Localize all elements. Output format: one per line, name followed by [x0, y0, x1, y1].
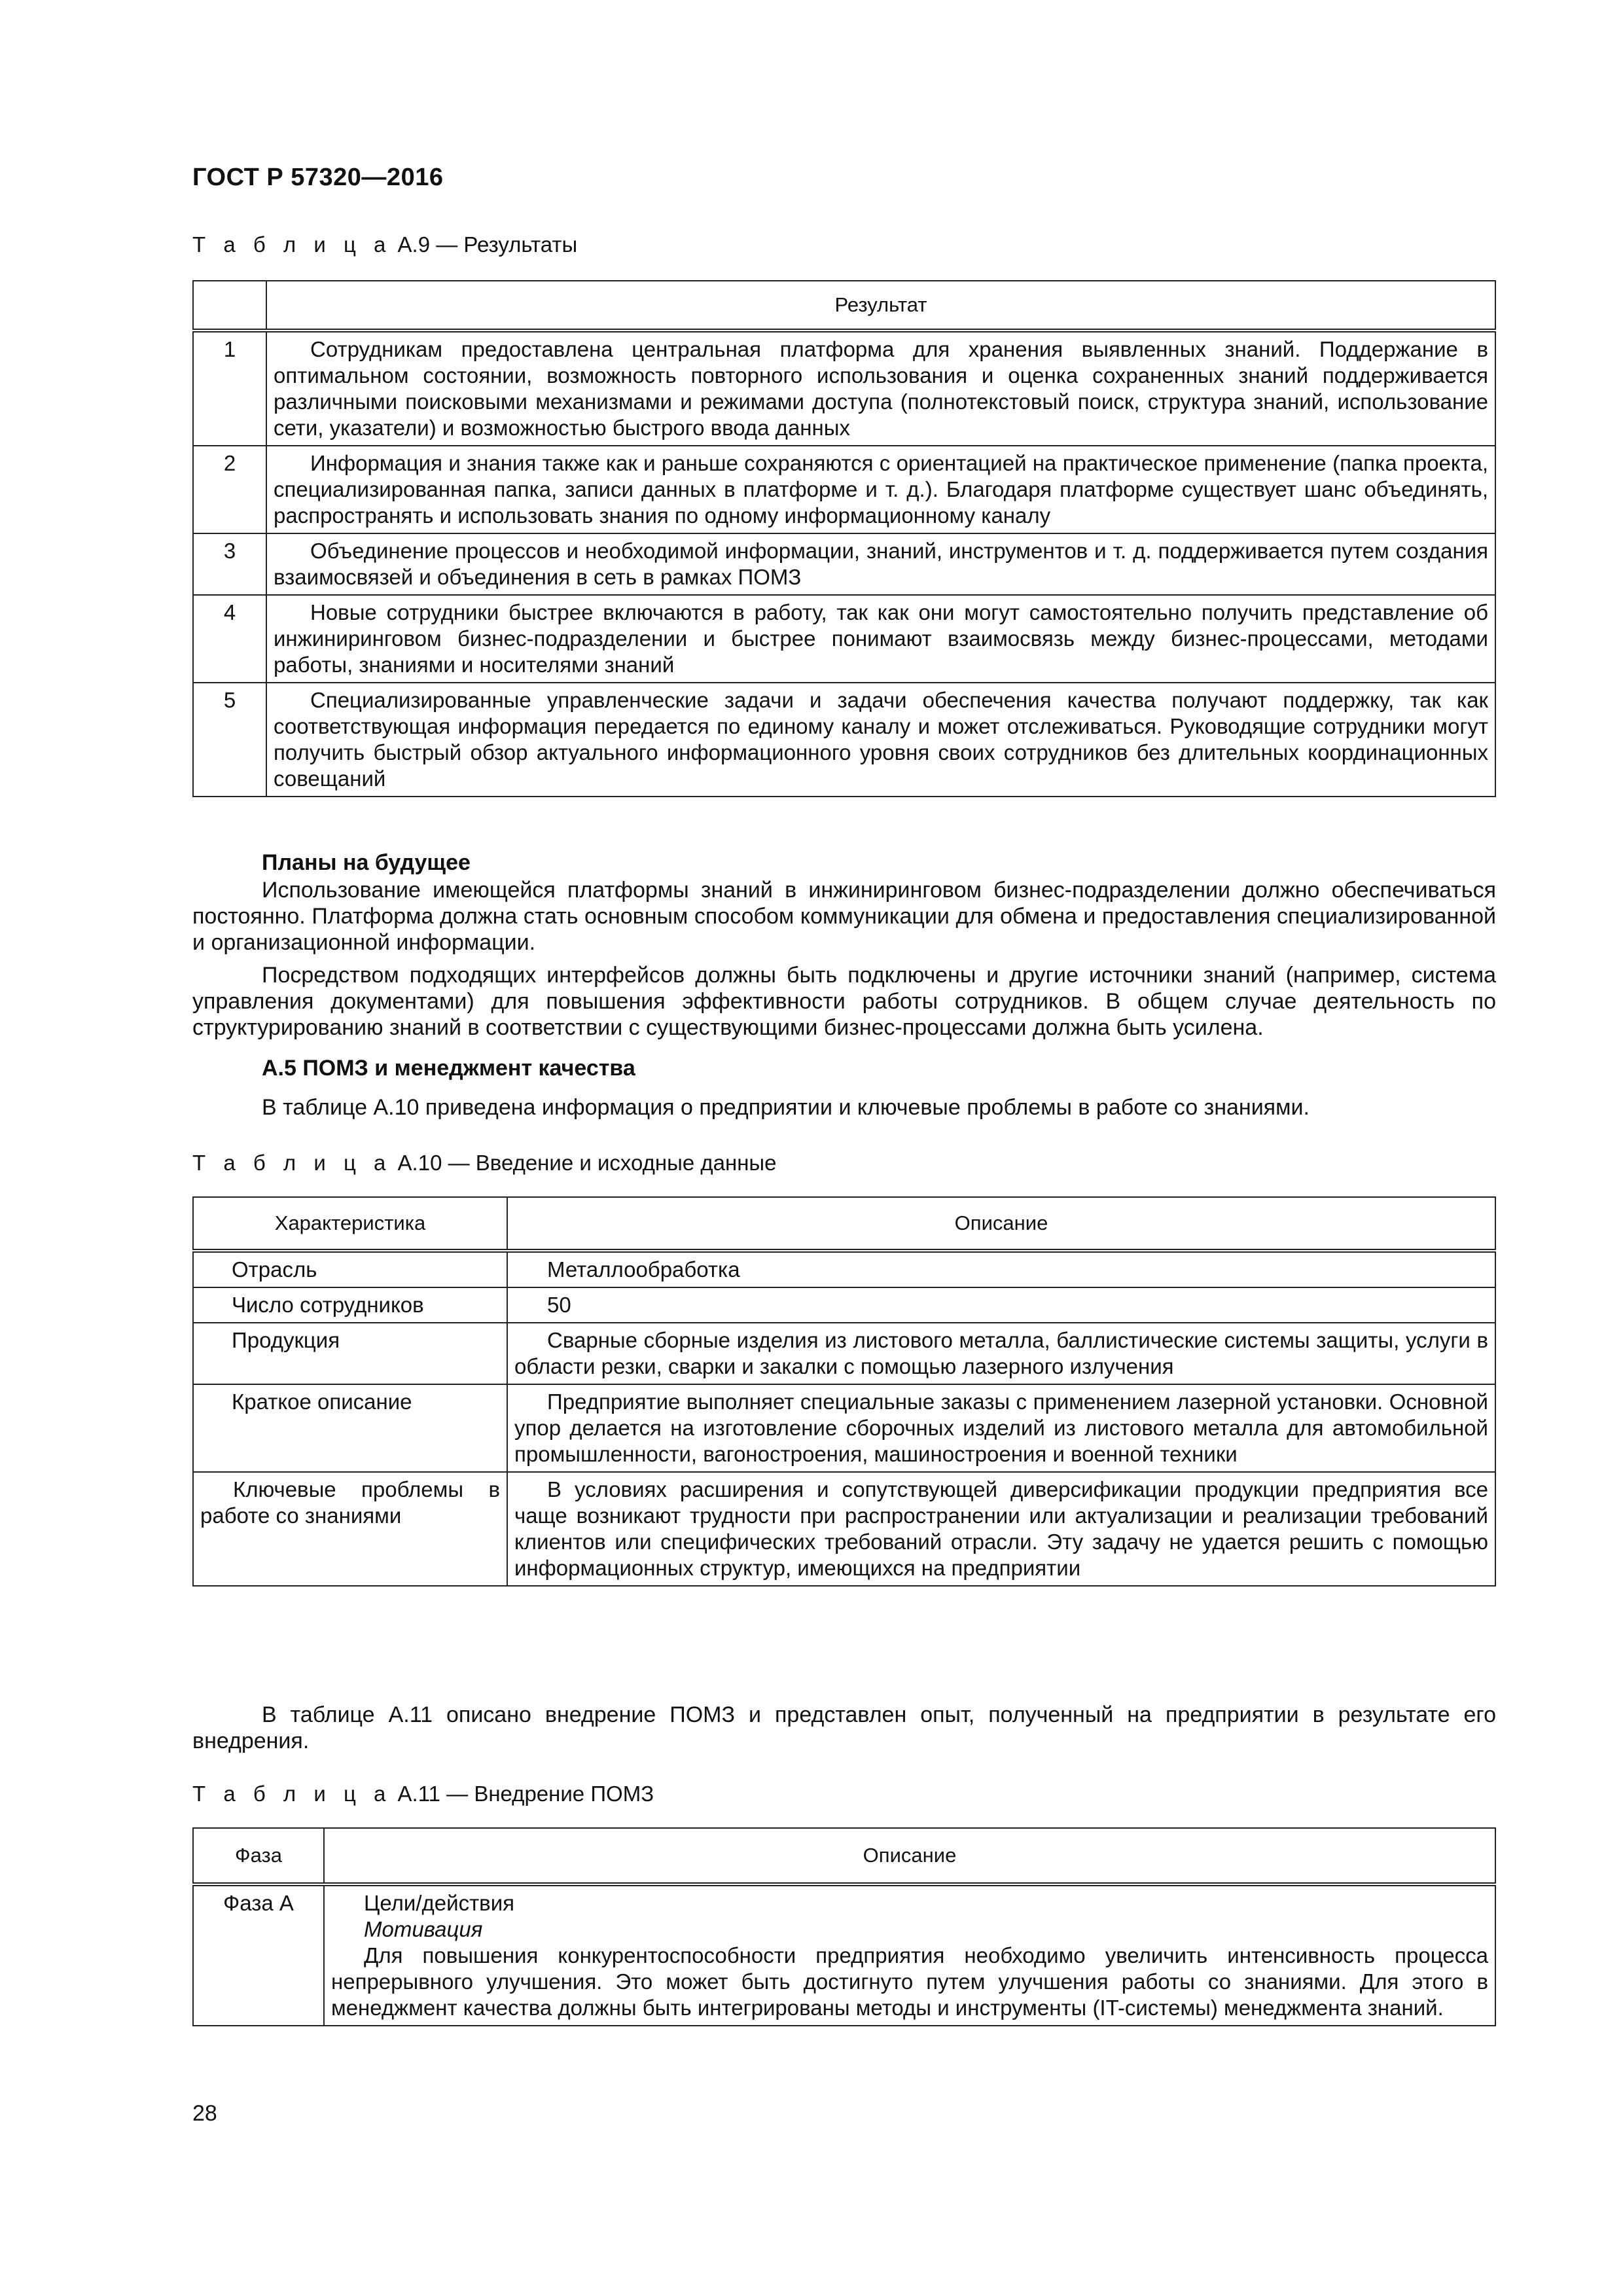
row-value: Предприятие выполняет специальные заказы с применением лазерной установки. Основной упор делается на изготовление сборочных изделий из листового металла для автомобильной промышленности, вагоностроения, машиностроения и военной техники — [507, 1384, 1495, 1472]
row-number: 1 — [193, 331, 266, 446]
table-row — [193, 1323, 1495, 1384]
table-a10-caption — [192, 1151, 777, 1175]
phase-cell: Фаза А — [193, 1884, 324, 2026]
table-header-result: Результат — [266, 281, 1495, 331]
table-row — [193, 683, 1495, 797]
row-number: 5 — [193, 683, 266, 797]
table-header-description: Описание — [324, 1828, 1495, 1884]
table-header-empty — [193, 281, 266, 331]
row-key: Продукция — [193, 1323, 507, 1384]
table-a10 — [192, 1196, 1496, 1587]
row-number: 4 — [193, 595, 266, 683]
caption-prefix: Т а б л и ц а — [192, 232, 392, 257]
table-header-phase: Фаза — [193, 1828, 324, 1884]
row-value: Металлообработка — [507, 1251, 1495, 1287]
row-key: Краткое описание — [193, 1384, 507, 1472]
table-row — [193, 1884, 1495, 2026]
table-row — [193, 1384, 1495, 1472]
table-a9 — [192, 280, 1496, 797]
future-heading: Планы на будущее — [262, 850, 471, 875]
page-number: 28 — [192, 2101, 217, 2126]
row-text: Объединение процессов и необходимой информации, знаний, инструментов и т. д. поддерживается путем создания взаимосвязей и объединения в сеть в рамках ПОМЗ — [266, 533, 1495, 595]
row-value: 50 — [507, 1287, 1495, 1323]
row-text: Новые сотрудники быстрее включаются в работу, так как они могут самостоятельно получить представление об инжиниринговом бизнес-подразделении и быстрее понимают взаимосвязь между бизнес-процессами, методами работы, знаниями и носителями знаний — [266, 595, 1495, 683]
table-row — [193, 595, 1495, 683]
section-a5-intro: В таблице А.10 приведена информация о предприятии и ключевые проблемы в работе со знаниями. — [262, 1095, 1310, 1120]
row-value: Сварные сборные изделия из листового металла, баллистические системы защиты, услуги в области резки, сварки и закалки с помощью лазерного излучения — [507, 1323, 1495, 1384]
row-key: Отрасль — [193, 1251, 507, 1287]
section-a5-heading: А.5 ПОМЗ и менеджмент качества — [262, 1056, 635, 1081]
row-text: Информация и знания также как и раньше сохраняются с ориентацией на практическое применение (папка проекта, специализированная папка, записи данных в платформе и т. д.). Благодаря платформе существует шанс объединять, распространять и использовать знания по одному информационному каналу — [266, 446, 1495, 533]
row-text: Сотрудникам предоставлена центральная платформа для хранения выявленных знаний. Поддержание в оптимальном состоянии, возможность повторного использования и оценка сохраненных знаний поддерживается различными поисковыми механизмами и режимами доступа (полнотекстовый поиск, структура знаний, использование сети, указатели) и возможностью быстрого ввода данных — [266, 331, 1495, 446]
table-row — [193, 533, 1495, 595]
table-row — [193, 446, 1495, 533]
row-text: Специализированные управленческие задачи и задачи обеспечения качества получают поддержку, так как соответствующая информация передается по единому каналу и может отслеживаться. Руководящие сотрудники могут получить быстрый обзор актуального информационного уровня своих сотрудников без длительных координационных совещаний — [266, 683, 1495, 797]
caption-rest: А.9 — Результаты — [397, 232, 578, 257]
caption-rest: А.10 — Введение и исходные данные — [397, 1151, 777, 1175]
row-number: 3 — [193, 533, 266, 595]
table-a11-caption — [192, 1782, 654, 1806]
table-a11 — [192, 1827, 1496, 2026]
caption-rest: А.11 — Внедрение ПОМЗ — [397, 1782, 654, 1806]
motivation-label: Мотивация — [364, 1917, 483, 1941]
table-a9-caption — [192, 232, 577, 257]
goals-label: Цели/действия — [364, 1891, 515, 1915]
row-key: Ключевые проблемы в работе со знаниями — [193, 1472, 507, 1586]
row-key: Число сотрудников — [193, 1287, 507, 1323]
row-number: 2 — [193, 446, 266, 533]
phase-description — [324, 1884, 1495, 2026]
standard-header: ГОСТ Р 57320—2016 — [192, 164, 444, 191]
table-row — [193, 1287, 1495, 1323]
table-header-description: Описание — [507, 1197, 1495, 1251]
table-header-characteristic: Характеристика — [193, 1197, 507, 1251]
table-a11-intro: В таблице А.11 описано внедрение ПОМЗ и представлен опыт, полученный на предприятии в результате его внедрения. — [192, 1702, 1496, 1753]
table-row — [193, 1472, 1495, 1586]
phase-body: Для повышения конкурентоспособности предприятия необходимо увеличить интенсивность процесса непрерывного улучшения. Это может быть достигнуто путем улучшения работы со знаниями. Для этого в менеджмент качества должны быть интегрированы методы и инструменты (IT-системы) менеджмента знаний. — [331, 1943, 1488, 2020]
caption-prefix: Т а б л и ц а — [192, 1782, 392, 1806]
row-value: В условиях расширения и сопутствующей диверсификации продукции предприятия все чаще возникают трудности при распространении или актуализации и реализации требований клиентов или специфических требований отрасли. Эту задачу не удается решить с помощью информационных структур, имеющихся на предприятии — [507, 1472, 1495, 1586]
table-row — [193, 331, 1495, 446]
table-row — [193, 1251, 1495, 1287]
caption-prefix: Т а б л и ц а — [192, 1151, 392, 1175]
future-paragraph-1: Использование имеющейся платформы знаний в инжиниринговом бизнес-подразделении должно обеспечиваться постоянно. Платформа должна стать основным способом коммуникации для обмена и предоставления специализированной и организационной информации. — [192, 878, 1496, 955]
future-paragraph-2: Посредством подходящих интерфейсов должны быть подключены и другие источники знаний (например, система управления документами) для повышения эффективности работы сотрудников. В общем случае деятельность по структурированию знаний в соответствии с существующими бизнес-процессами должна быть усилена. — [192, 963, 1496, 1040]
